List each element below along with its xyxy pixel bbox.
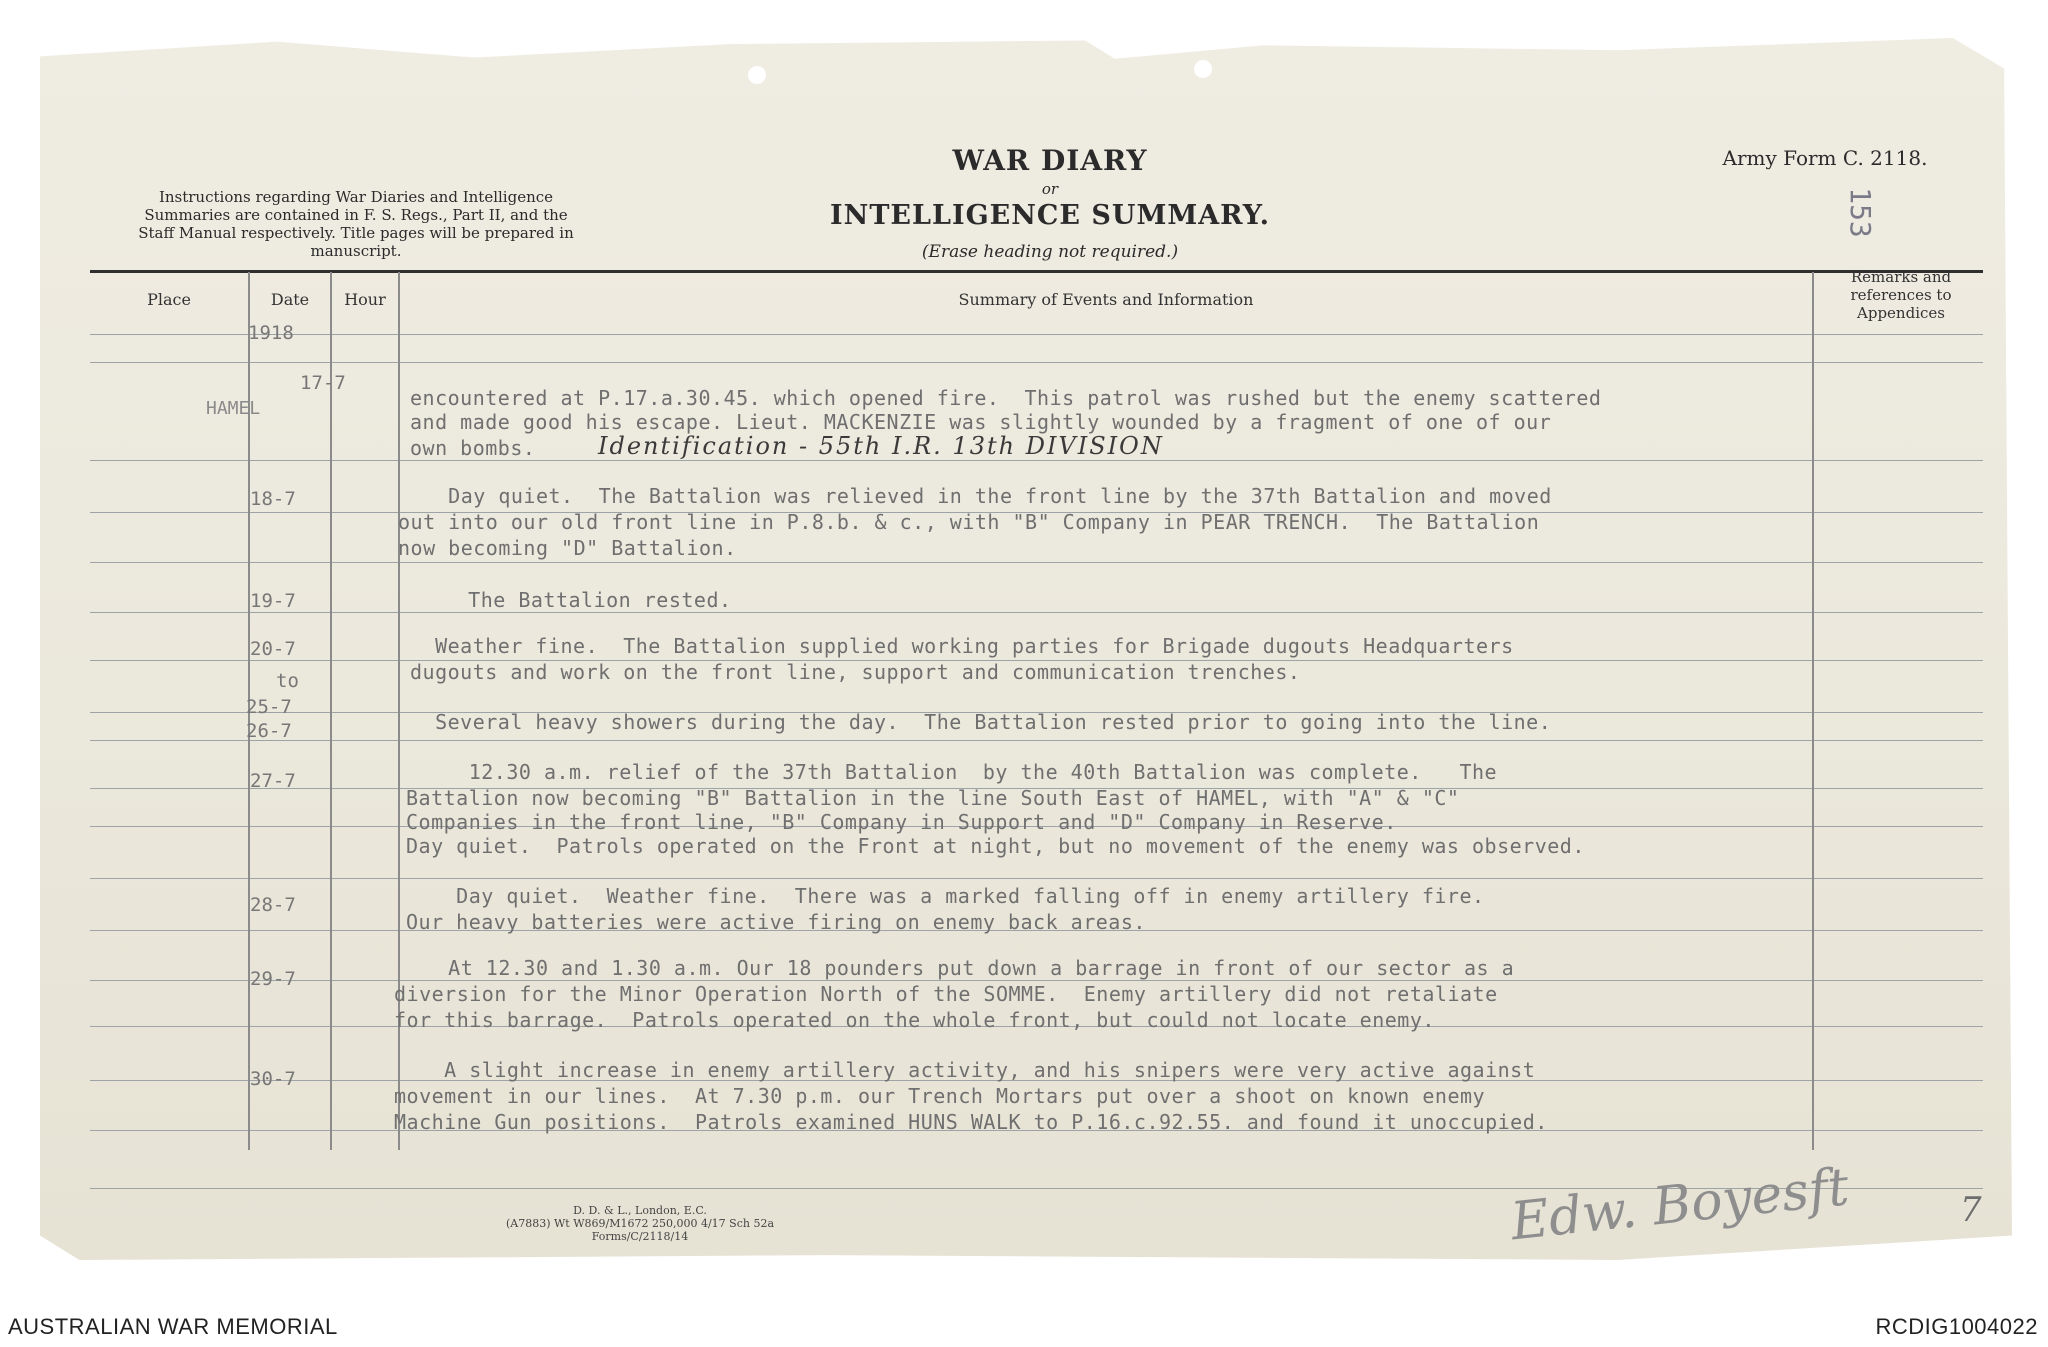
entry-line: Weather fine. The Battalion supplied working parties for Brigade dugouts Headquarters	[410, 634, 1514, 658]
printer-imprint	[470, 1204, 810, 1243]
entry-line: for this barrage. Patrols operated on the whole front, but could not locate enemy.	[394, 1008, 1435, 1032]
entry-date: 18-7	[250, 488, 296, 510]
entry-date: 27-7	[250, 770, 296, 792]
footer-source: AUSTRALIAN WAR MEMORIAL	[8, 1314, 338, 1339]
entry-line: out into our old front line in P.8.b. & c., with "B" Company in PEAR TRENCH. The Battalion	[398, 510, 1540, 534]
place-hamel: HAMEL	[206, 398, 261, 419]
header-rule	[90, 334, 1983, 335]
entry-line: At 12.30 and 1.30 a.m. Our 18 pounders put down a barrage in front of our sector as a	[398, 956, 1515, 980]
handwritten-identification: Identification - 55th I.R. 13th DIVISION	[598, 432, 1164, 460]
ruled-line	[90, 460, 1983, 461]
entry-line: dugouts and work on the front line, support and communication trenches.	[410, 660, 1301, 684]
entry-date: 19-7	[250, 590, 296, 612]
entry-line: 12.30 a.m. relief of the 37th Battalion by the 40th Battalion was complete. The	[406, 760, 1498, 784]
entry-line: and made good his escape. Lieut. MACKENZIE was slightly wounded by a fragment of one of our	[410, 410, 1552, 434]
column-header-date: Date	[270, 290, 310, 309]
year-label: 1918	[248, 322, 294, 344]
entry-date: 25-7	[246, 696, 292, 718]
entry-line: movement in our lines. At 7.30 p.m. our Trench Mortars put over a shoot on known enemy	[394, 1084, 1486, 1108]
entry-line: own bombs.	[410, 436, 536, 460]
signature-mark: 7	[1960, 1190, 1982, 1230]
instructions-note: Instructions regarding War Diaries and Intelligence Summaries are contained in F. S. Regs., Part II, and the Staff Manual respectively. Title pages will be prepared in manuscript.	[138, 188, 574, 260]
entry-date: 29-7	[250, 968, 296, 990]
entry-line: diversion for the Minor Operation North of the SOMME. Enemy artillery did not retaliate	[394, 982, 1498, 1006]
table-top-rule	[90, 270, 1983, 273]
entry-line: Day quiet. Weather fine. There was a marked falling off in enemy artillery fire.	[406, 884, 1485, 908]
footer-id: RCDIG1004022	[1875, 1314, 2038, 1339]
signature: Edw. Boyesft	[1508, 1157, 1852, 1253]
printer-line-1: D. D. & L., London, E.C.	[573, 1204, 707, 1217]
title-erase-note: (Erase heading not required.)	[921, 242, 1179, 262]
entry-date: 17-7	[300, 372, 346, 394]
army-form-number: Army Form C. 2118.	[1722, 146, 1928, 170]
punch-hole	[1194, 60, 1212, 78]
entry-line: A slight increase in enemy artillery activity, and his snipers were very active against	[394, 1058, 1536, 1082]
ruled-line	[90, 562, 1983, 563]
entry-date: 20-7	[250, 638, 296, 660]
title-or: or	[1041, 180, 1059, 198]
entry-date: 30-7	[250, 1068, 296, 1090]
entry-line: encountered at P.17.a.30.45. which opened fire. This patrol was rushed but the enemy scattered	[410, 386, 1602, 410]
ruled-line	[90, 980, 1983, 981]
page-stamp: 153	[1843, 187, 1877, 238]
entry-line: Our heavy batteries were active firing on enemy back areas.	[406, 910, 1146, 934]
ruled-line	[90, 362, 1983, 363]
title-war-diary: WAR DIARY	[952, 144, 1148, 177]
column-header-remarks: Remarks and references to Appendices	[1850, 268, 1952, 322]
entry-date-to: to	[276, 670, 299, 692]
entry-line: Several heavy showers during the day. The Battalion rested prior to going into the line.	[410, 710, 1552, 734]
entry-line: Battalion now becoming "B" Battalion in the line South East of HAMEL, with "A" & "C"	[406, 786, 1460, 810]
column-header-hour: Hour	[344, 290, 386, 309]
entry-line: Companies in the front line, "B" Company in Support and "D" Company in Reserve.	[406, 810, 1397, 834]
column-header-summary: Summary of Events and Information	[958, 290, 1254, 309]
punch-hole	[748, 66, 766, 84]
column-header-place: Place	[147, 290, 191, 309]
ruled-line	[90, 878, 1983, 879]
printer-line-2: (A7883) Wt W869/M1672 250,000 4/17 Sch 52a Forms/C/2118/14	[505, 1217, 775, 1243]
ruled-line	[90, 612, 1983, 613]
column-divider	[1812, 272, 1814, 1150]
entry-line: Machine Gun positions. Patrols examined HUNS WALK to P.16.c.92.55. and found it unoccupied.	[394, 1110, 1548, 1134]
entry-line: now becoming "D" Battalion.	[398, 536, 737, 560]
title-intelligence-summary: INTELLIGENCE SUMMARY.	[830, 200, 1270, 231]
column-divider	[330, 272, 332, 1150]
entry-line: The Battalion rested.	[418, 588, 732, 612]
entry-date: 28-7	[250, 894, 296, 916]
entry-date: 26-7	[246, 720, 292, 742]
entry-line: Day quiet. The Battalion was relieved in the front line by the 37th Battalion and moved	[398, 484, 1552, 508]
ruled-line	[90, 740, 1983, 741]
entry-line: Day quiet. Patrols operated on the Front at night, but no movement of the enemy was observed.	[406, 834, 1585, 858]
